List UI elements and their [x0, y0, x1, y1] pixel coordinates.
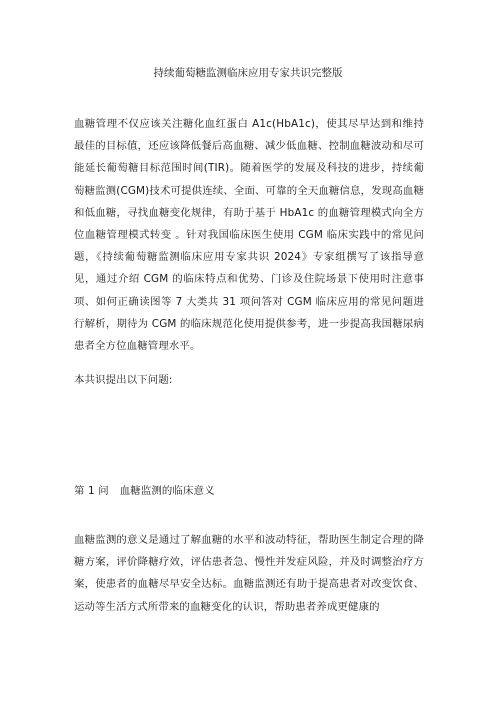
question-1-heading: [74, 480, 424, 502]
answer-1-paragraph: 血糖监测的意义是通过了解血糖的水平和波动特征，帮助医生制定合理的降糖方案，评价降糖疗效，评估患者急、慢性并发症风险，并及时调整治疗方案，使患者的血糖尽早安全达标。血糖监测还有助于提高患者对改变饮食、运动等生活方式所带来的血糖变化的认识，帮助患者养成更健康的: [74, 534, 424, 613]
question-1-number: 第 1 问: [74, 485, 109, 497]
intro-paragraph: 血糖管理不仅应该关注糖化血红蛋白 A1c(HbA1c)，使其尽早达到和维持最佳的目标值，还应该降低餐后高血糖、减少低血糖、控制血糖波动和尽可能延长葡萄糖目标范围时间(TIR)。随着医学的发展及科技的进步，持续葡萄糖监测(CGM)技术可提供连续、全面、可靠的全天血糖信息，发现高血糖和低血糖，寻找血糖变化规律，有助于基于 HbA1c 的血糖管理模式向全方位血糖管理模式转变 。针对我国临床医生使用 CGM 临床实践中的常见问题，《持续葡萄糖监测临床应用专家共识 2024》专家组撰写了该指导意见，通过介绍 CGM 的临床特点和优势、门诊及住院场景下使用时注意事项、如何正确读图等 7 大类共 31 项问答对 CGM 临床应用的常见问题进行解析，期待为 CGM 的临床规范化使用提供参考，进一步提高我国糖尿病患者全方位血糖管理水平。: [74, 118, 424, 353]
questions-lead: 本共识提出以下问题:: [74, 374, 173, 386]
question-1-title: 血糖监测的临床意义: [119, 485, 215, 497]
document-title: 持续葡萄糖监测临床应用专家共识完整版: [153, 67, 343, 79]
